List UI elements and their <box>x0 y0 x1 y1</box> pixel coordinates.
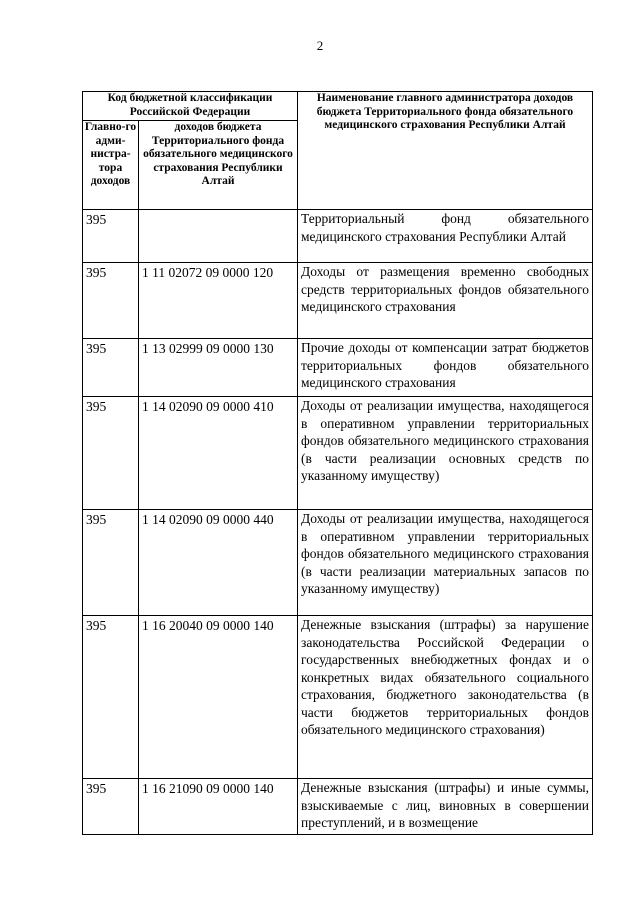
administrator-code: 395 <box>83 779 139 835</box>
table-row <box>83 210 593 263</box>
table-row <box>83 510 593 616</box>
income-description: Доходы от реализации имущества, находящегося в оперативном управлении территориальных фондов обязательного медицинского страхования (в части реализации материальных запасов по указанному имуществу) <box>298 510 593 616</box>
page-number: 2 <box>316 38 324 53</box>
table-row <box>83 397 593 510</box>
income-description: Прочие доходы от компенсации затрат бюджетов территориальных фондов обязательного медицинского страхования <box>298 339 593 397</box>
table-row <box>83 779 593 835</box>
administrator-code: 395 <box>83 263 139 339</box>
income-description: Денежные взыскания (штрафы) и иные суммы, взыскиваемые с лиц, виновных в совершении преступлений, и в возмещение <box>298 779 593 835</box>
administrator-code: 395 <box>83 616 139 779</box>
budget-code <box>139 210 298 263</box>
administrator-code: 395 <box>83 339 139 397</box>
administrator-code: 395 <box>83 510 139 616</box>
header-group-label: Код бюджетной классификации Российской Федерации <box>83 92 298 121</box>
budget-classification-table <box>82 91 593 835</box>
budget-code: 1 11 02072 09 0000 120 <box>139 263 298 339</box>
budget-code: 1 14 02090 09 0000 410 <box>139 397 298 510</box>
budget-code: 1 14 02090 09 0000 440 <box>139 510 298 616</box>
income-description: Доходы от реализации имущества, находящегося в оперативном управлении территориальных фондов обязательного медицинского страхования (в части реализации основных средств по указанному имуществу) <box>298 397 593 510</box>
header-revenue-code: доходов бюджета Территориального фонда обязательного медицинского страхования Республики Алтай <box>139 121 298 210</box>
income-description: Доходы от размещения временно свободных средств территориальных фондов обязательного медицинского страхования <box>298 263 593 339</box>
budget-code: 1 16 21090 09 0000 140 <box>139 779 298 835</box>
budget-code: 1 16 20040 09 0000 140 <box>139 616 298 779</box>
table-row <box>83 616 593 779</box>
table-row <box>83 339 593 397</box>
budget-code: 1 13 02999 09 0000 130 <box>139 339 298 397</box>
income-description: Денежные взыскания (штрафы) за нарушение законодательства Российской Федерации о государственных внебюджетных фондах и о конкретных видах обязательного социального страхования, бюджетного законодательства (в части бюджетов территориальных фондов обязательного медицинского страхования) <box>298 616 593 779</box>
administrator-code: 395 <box>83 397 139 510</box>
income-description: Территориальный фонд обязательного медицинского страхования Республики Алтай <box>298 210 593 263</box>
header-administrator-name: Наименование главного администратора доходов бюджета Территориального фонда обязательного медицинского страхования Республики Алтай <box>298 92 593 210</box>
table-row <box>83 263 593 339</box>
header-administrator-code: Главно-го адми-нистра-тора доходов <box>83 121 139 210</box>
administrator-code: 395 <box>83 210 139 263</box>
